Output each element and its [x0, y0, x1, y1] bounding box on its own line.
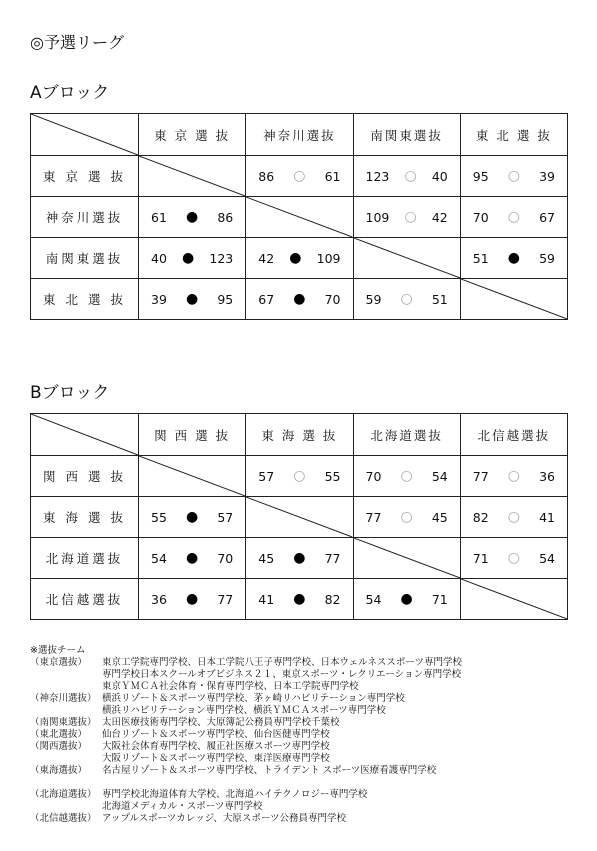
- row-header: 関 西 選 抜: [31, 456, 139, 497]
- note-text: 大阪リゾート＆スポーツ専門学校、東洋医療専門学校: [102, 753, 330, 764]
- score-against: 109: [316, 250, 341, 266]
- row-header: 東 京 選 抜: [31, 156, 139, 197]
- score-cell: [246, 456, 353, 497]
- score-against: 59: [539, 250, 555, 266]
- loss-mark-icon: ●: [293, 591, 306, 607]
- row-header: 東 海 選 抜: [31, 497, 139, 538]
- self-cell: [246, 197, 353, 238]
- note-label: （東海選抜）: [30, 765, 88, 776]
- score-cell: [353, 279, 460, 320]
- win-mark-icon: ○: [400, 509, 413, 525]
- score-for: 77: [472, 468, 489, 484]
- note-text: 東京工学院専門学校、日本工学院八王子専門学校、日本ウェルネススポーツ専門学校: [102, 657, 462, 668]
- score-for: 70: [365, 468, 382, 484]
- score-against: 42: [431, 209, 448, 225]
- note-text: 太田医療技術専門学校、大原簿記公務員専門学校千葉校: [102, 717, 340, 728]
- score-for: 42: [258, 250, 275, 266]
- score-for: 82: [472, 509, 489, 525]
- notes-list: [30, 657, 462, 825]
- note-label: （東北選抜）: [30, 729, 88, 740]
- score-cell: [139, 238, 246, 279]
- note-label: （南関東選抜）: [30, 717, 97, 728]
- score-cell: [246, 579, 353, 620]
- loss-mark-icon: ●: [182, 250, 195, 266]
- note-text: 横浜リハビリテーション専門学校、横浜ＹＭＣＡスポーツ専門学校: [102, 705, 386, 716]
- win-mark-icon: ○: [507, 509, 520, 525]
- loss-mark-icon: ●: [186, 591, 199, 607]
- win-mark-icon: ○: [293, 168, 306, 184]
- note-line: [30, 789, 462, 801]
- row-header: 北海道選抜: [31, 538, 139, 579]
- score-for: 54: [151, 550, 167, 566]
- page-title: ◎予選リーグ: [30, 33, 124, 52]
- self-cell: [460, 579, 567, 620]
- score-against: 40: [431, 168, 448, 184]
- score-against: 36: [539, 468, 555, 484]
- score-cell: [460, 156, 567, 197]
- col-header: 東 海 選 抜: [246, 414, 353, 456]
- table-row: [31, 456, 568, 497]
- note-line: [30, 717, 462, 729]
- score-for: 77: [365, 509, 382, 525]
- col-header: 関 西 選 抜: [139, 414, 246, 456]
- note-line: [30, 765, 462, 777]
- score-cell: [246, 156, 353, 197]
- score-for: 59: [365, 291, 382, 307]
- score-against: 82: [324, 591, 341, 607]
- note-text: アップルスポーツカレッジ、大原スポーツ公務員専門学校: [102, 813, 347, 824]
- score-against: 86: [217, 209, 234, 225]
- note-text: 北海道メディカル・スポーツ専門学校: [102, 801, 263, 812]
- score-cell: [246, 538, 353, 579]
- block-b-title: Bブロック: [30, 383, 110, 403]
- loss-mark-icon: ●: [289, 250, 302, 266]
- loss-mark-icon: ●: [186, 209, 199, 225]
- self-cell: [139, 156, 246, 197]
- score-for: 36: [151, 591, 167, 607]
- note-line: [30, 729, 462, 741]
- score-for: 71: [472, 550, 489, 566]
- score-cell: [353, 497, 460, 538]
- score-against: 55: [324, 468, 341, 484]
- block-a-title: Aブロック: [30, 83, 110, 103]
- score-against: 71: [431, 591, 448, 607]
- score-against: 57: [217, 509, 234, 525]
- note-line: [30, 741, 462, 753]
- note-text: 専門学校北海道体育大学校、北海道ハイテクノロジー専門学校: [102, 789, 368, 800]
- self-cell: [460, 279, 567, 320]
- table-row: [31, 279, 568, 320]
- score-against: 95: [217, 291, 234, 307]
- score-against: 70: [217, 550, 234, 566]
- loss-mark-icon: ●: [186, 550, 199, 566]
- col-header: 東 京 選 抜: [139, 114, 246, 156]
- win-mark-icon: ○: [507, 550, 520, 566]
- col-header: 東 北 選 抜: [460, 114, 567, 156]
- loss-mark-icon: ●: [400, 591, 413, 607]
- note-line: [30, 681, 462, 693]
- row-header: 南関東選抜: [31, 238, 139, 279]
- score-for: 54: [365, 591, 382, 607]
- score-for: 41: [258, 591, 275, 607]
- corner-cell: [31, 114, 139, 156]
- score-against: 77: [324, 550, 341, 566]
- row-header: 北信越選抜: [31, 579, 139, 620]
- loss-mark-icon: ●: [507, 250, 520, 266]
- note-text: 名古屋リゾート＆スポーツ専門学校、トライデント スポーツ医療看護専門学校: [102, 765, 437, 776]
- win-mark-icon: ○: [507, 168, 520, 184]
- score-cell: [460, 497, 567, 538]
- win-mark-icon: ○: [400, 291, 413, 307]
- score-for: 70: [472, 209, 489, 225]
- loss-mark-icon: ●: [293, 550, 306, 566]
- note-label: （北海道選抜）: [30, 789, 97, 800]
- score-for: 61: [151, 209, 167, 225]
- win-mark-icon: ○: [507, 468, 520, 484]
- score-for: 109: [365, 209, 390, 225]
- self-cell: [353, 238, 460, 279]
- score-against: 61: [324, 168, 341, 184]
- score-for: 55: [151, 509, 167, 525]
- win-mark-icon: ○: [404, 209, 417, 225]
- score-cell: [139, 497, 246, 538]
- score-against: 39: [539, 168, 555, 184]
- loss-mark-icon: ●: [293, 291, 306, 307]
- score-against: 51: [431, 291, 448, 307]
- note-line: [30, 753, 462, 765]
- note-line: [30, 705, 462, 717]
- score-for: 45: [258, 550, 275, 566]
- note-label: （北信越選抜）: [30, 813, 97, 824]
- score-cell: [460, 538, 567, 579]
- score-cell: [139, 538, 246, 579]
- score-against: 77: [217, 591, 234, 607]
- note-line: [30, 657, 462, 669]
- col-header: 南関東選抜: [353, 114, 460, 156]
- note-line: [30, 693, 462, 705]
- self-cell: [246, 497, 353, 538]
- note-label: （神奈川選抜）: [30, 693, 97, 704]
- table-row: [31, 197, 568, 238]
- score-cell: [139, 579, 246, 620]
- score-against: 54: [539, 550, 555, 566]
- corner-cell: [31, 414, 139, 456]
- block-b-table: [30, 413, 568, 620]
- score-cell: [246, 279, 353, 320]
- score-against: 70: [324, 291, 341, 307]
- note-label: （東京選抜）: [30, 657, 88, 668]
- table-row: [31, 156, 568, 197]
- table-row: [31, 497, 568, 538]
- score-cell: [353, 579, 460, 620]
- note-text: 仙台リゾート＆スポーツ専門学校、仙台医健専門学校: [102, 729, 330, 740]
- table-row: [31, 579, 568, 620]
- score-for: 51: [472, 250, 489, 266]
- score-cell: [139, 279, 246, 320]
- table-row: [31, 238, 568, 279]
- block-a-table: [30, 113, 568, 320]
- table-row: [31, 538, 568, 579]
- score-for: 40: [151, 250, 167, 266]
- note-label: （関西選抜）: [30, 741, 88, 752]
- score-for: 95: [472, 168, 489, 184]
- score-against: 123: [209, 250, 234, 266]
- score-for: 39: [151, 291, 167, 307]
- score-cell: [353, 156, 460, 197]
- score-for: 67: [258, 291, 275, 307]
- note-text: 専門学校日本スクールオブビジネス２１、東京スポーツ・レクリエーション専門学校: [102, 669, 462, 680]
- self-cell: [353, 538, 460, 579]
- col-header: 北信越選抜: [460, 414, 567, 456]
- win-mark-icon: ○: [507, 209, 520, 225]
- loss-mark-icon: ●: [186, 291, 199, 307]
- self-cell: [139, 456, 246, 497]
- note-line: [30, 813, 462, 825]
- row-header: 東 北 選 抜: [31, 279, 139, 320]
- score-cell: [460, 197, 567, 238]
- score-cell: [460, 456, 567, 497]
- score-cell: [353, 456, 460, 497]
- win-mark-icon: ○: [400, 468, 413, 484]
- loss-mark-icon: ●: [186, 509, 199, 525]
- score-for: 123: [365, 168, 390, 184]
- note-line: [30, 669, 462, 681]
- score-cell: [353, 197, 460, 238]
- score-for: 57: [258, 468, 275, 484]
- score-against: 45: [431, 509, 448, 525]
- notes-heading: ※選抜チーム: [30, 645, 86, 656]
- note-text: 横浜リゾート＆スポーツ専門学校、茅ヶ崎リハビリテーション専門学校: [102, 693, 405, 704]
- score-against: 54: [431, 468, 448, 484]
- col-header: 神奈川選抜: [246, 114, 353, 156]
- col-header: 北海道選抜: [353, 414, 460, 456]
- score-for: 86: [258, 168, 275, 184]
- win-mark-icon: ○: [293, 468, 306, 484]
- win-mark-icon: ○: [404, 168, 417, 184]
- note-text: 東京ＹＭＣＡ社会体育・保育専門学校、日本工学院専門学校: [102, 681, 359, 692]
- note-text: 大阪社会体育専門学校、履正社医療スポーツ専門学校: [102, 741, 330, 752]
- score-cell: [139, 197, 246, 238]
- score-against: 67: [539, 209, 555, 225]
- note-line: [30, 801, 462, 813]
- score-against: 41: [539, 509, 555, 525]
- team-notes: [30, 645, 462, 825]
- score-cell: [246, 238, 353, 279]
- row-header: 神奈川選抜: [31, 197, 139, 238]
- score-cell: [460, 238, 567, 279]
